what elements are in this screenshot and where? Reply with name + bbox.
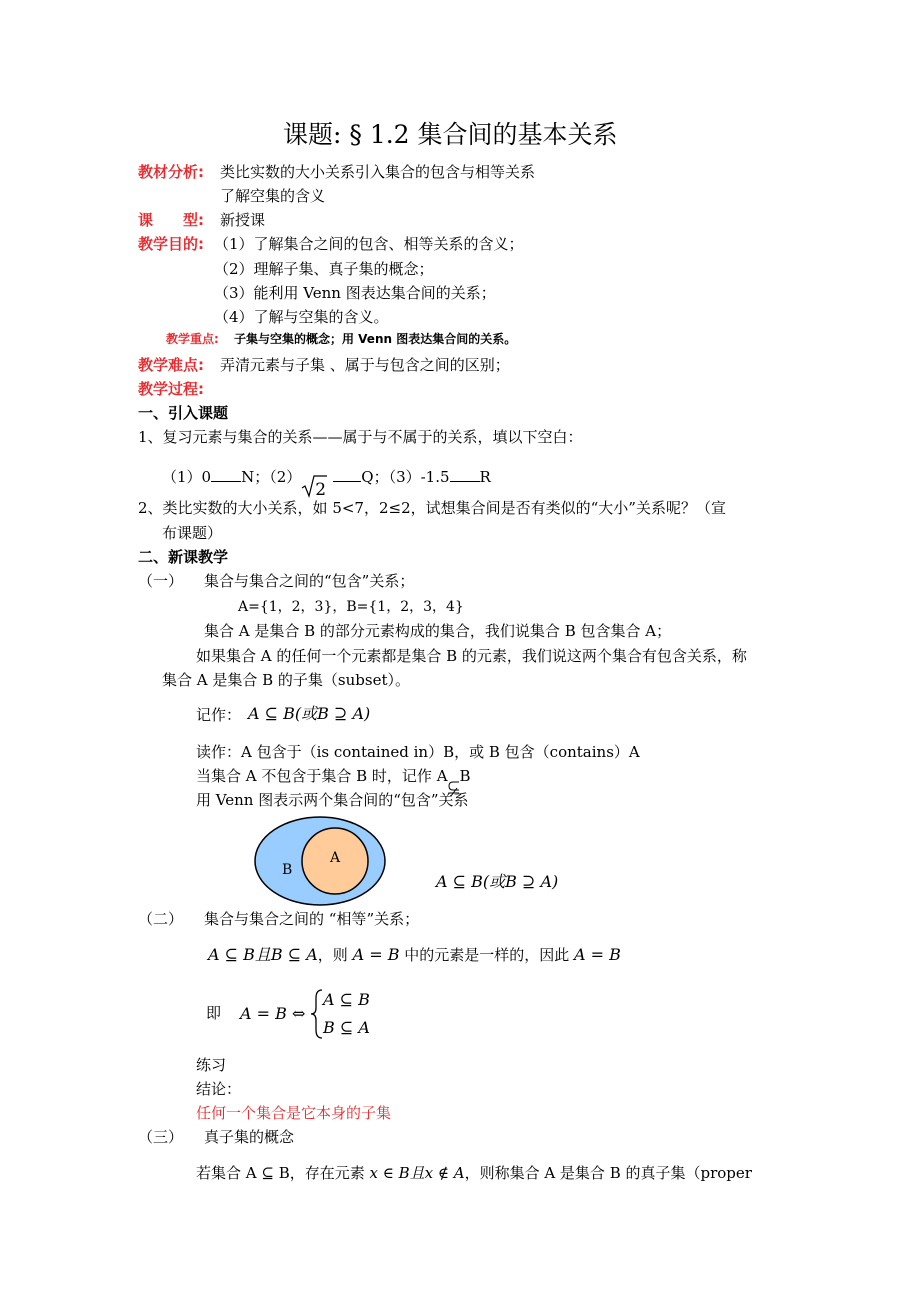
fill-a: （1）0 <box>162 468 212 486</box>
part2-number: （二） <box>138 910 184 928</box>
equality-formula-c: A = B <box>352 945 400 964</box>
equality-line <box>208 947 621 963</box>
review-item: 1、复习元素与集合的关系——属于与不属于的关系，填以下空白： <box>138 428 583 446</box>
section1-heading: 一、引入课题 <box>138 404 229 422</box>
ie-label: 即 <box>206 1004 222 1022</box>
analogy-line1: 2、类比实数的大小关系，如 5<7，2≤2，试想集合间是否有类似的“大小”关系呢？（宣 <box>138 499 726 517</box>
proper-text-c: ，则称集合 A 是集合 B 的真子集（proper <box>464 1164 752 1182</box>
paragraph-2-line2: 集合 A 是集合 B 的子集（subset）。 <box>162 671 410 689</box>
key-label: 教学重点: <box>166 332 219 346</box>
goal-item: （2）理解子集、真子集的概念； <box>214 260 434 278</box>
equality-text-d: 中的元素是一样的，因此 <box>399 946 575 964</box>
venn-intro: 用 Venn 图表示两个集合间的“包含”关系 <box>196 791 469 809</box>
difficulty-value: 弄清元素与子集 、属于与包含之间的区别； <box>220 356 510 374</box>
paragraph-1: 集合 A 是集合 B 的部分元素构成的集合，我们说集合 B 包含集合 A； <box>204 622 672 640</box>
notation-label: 记作： <box>196 706 242 724</box>
part3-number: （三） <box>138 1128 184 1146</box>
equality-formula-e: A = B <box>574 945 621 964</box>
part2-title: 集合与集合之间的 “相等”关系； <box>204 910 420 928</box>
part1-number: （一） <box>138 572 184 590</box>
goal-item: （1）了解集合之间的包含、相等关系的含义； <box>214 235 524 253</box>
sets-example: A={1，2，3}，B={1，2，3，4} <box>238 599 464 615</box>
paragraph-2-line1: 如果集合 A 的任何一个元素都是集合 B 的元素，我们说这两个集合有包含关系，称 <box>196 647 747 665</box>
venn-label-a: A <box>330 850 341 866</box>
analogy-line2: 布课题） <box>162 524 223 542</box>
not-contained <box>196 769 471 784</box>
goal-item: （4）了解与空集的含义。 <box>214 308 389 326</box>
not-contained-text: 当集合 A 不包含于集合 B 时，记作 A <box>196 767 448 785</box>
ie-case1: A ⊆ B <box>323 990 370 1009</box>
key-value: 子集与空集的概念；用 Venn 图表达集合间的关系。 <box>234 332 517 346</box>
venn-formula: A ⊆ B(或B ⊇ A) <box>436 872 559 891</box>
practice-label: 练习 <box>196 1056 227 1074</box>
goals-label: 教学目的: <box>138 235 204 253</box>
sqrt-value: 2 <box>315 480 327 500</box>
ie-case2: B ⊆ A <box>323 1018 370 1037</box>
venn-diagram <box>252 814 392 914</box>
type-value: 新授课 <box>220 211 266 229</box>
analysis-label: 教材分析: <box>138 163 204 181</box>
notation-formula: A ⊆ B(或B ⊇ A) <box>248 704 371 723</box>
analysis-line1: 类比实数的大小关系引入集合的包含与相等关系 <box>220 163 536 181</box>
analysis-line2: 了解空集的含义 <box>220 187 326 205</box>
goal-item: （3）能利用 Venn 图表达集合间的关系； <box>214 284 496 302</box>
equality-text-b: ，则 <box>317 946 353 964</box>
proper-formula: x ∈ B且x ∉ A <box>369 1164 465 1182</box>
fill-b: N；（2） <box>241 468 302 486</box>
type-label: 课 型: <box>138 211 204 229</box>
blank <box>211 468 241 482</box>
difficulty-label: 教学难点: <box>138 356 204 374</box>
proper-subset-line <box>196 1166 752 1181</box>
not-contained-b: B <box>459 767 471 785</box>
ie-lhs: A = B ⇔ <box>240 1004 306 1023</box>
left-brace-icon <box>310 988 324 1040</box>
blank <box>333 468 361 482</box>
read-as: 读作：A 包含于（is contained in）B，或 B 包含（contains）A <box>196 743 640 761</box>
proper-text-a: 若集合 A ⊆ B，存在元素 <box>196 1164 370 1182</box>
section2-heading: 二、新课教学 <box>138 548 229 566</box>
conclusion-label: 结论： <box>196 1080 242 1098</box>
fill-blank-line <box>162 468 491 500</box>
part1-title: 集合与集合之间的“包含”关系； <box>204 572 415 590</box>
conclusion-text: 任何一个集合是它本身的子集 <box>196 1104 392 1122</box>
fill-c: Q；（3）-1.5 <box>361 468 450 486</box>
equality-formula-a: A ⊆ B且B ⊆ A <box>208 945 318 964</box>
blank <box>450 468 480 482</box>
process-label: 教学过程: <box>138 380 204 398</box>
page-title: 课题: § 1.2 集合间的基本关系 <box>283 120 618 149</box>
fill-d: R <box>479 468 491 486</box>
venn-label-b: B <box>282 862 293 878</box>
part3-title: 真子集的概念 <box>204 1128 295 1146</box>
